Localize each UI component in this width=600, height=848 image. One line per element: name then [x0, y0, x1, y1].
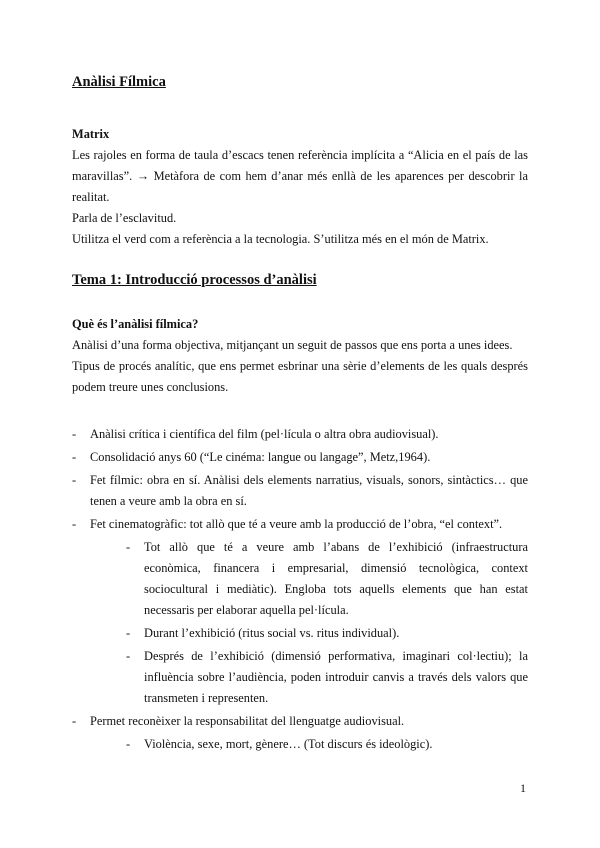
bullet-marker: -	[72, 473, 77, 487]
bullet-marker: -	[126, 649, 131, 663]
matrix-paragraph: Utilitza el verd com a referència a la tecnologia. S’utilitza més en el món de Matrix.	[72, 232, 489, 246]
list-item-text: Anàlisi crítica i científica del film (pel·lícula o altra obra audiovisual).	[90, 427, 439, 441]
list-item-text: Consolidació anys 60 (“Le cinéma: langue ou langage”, Metz,1964).	[90, 450, 431, 464]
list-item	[72, 711, 528, 755]
bullet-marker: -	[72, 450, 77, 464]
page-content	[72, 72, 528, 757]
list-item-text: Permet reconèixer la responsabilitat del llenguatge audiovisual.	[90, 714, 405, 728]
matrix-heading: Matrix	[72, 127, 110, 141]
bullet-marker: -	[126, 626, 131, 640]
nested-list-item-text: Tot allò que té a veure amb l’abans de l’exhibició (infraestructura econòmica, financera i empresarial, dimensió tecnològica, context sociocultural i mediàtic). Engloba tots aquells elements que han estat necessaris per elaborar aquella pel·lícula.	[144, 540, 528, 617]
tema1-paragraph: Tipus de procés analític, que ens permet esbrinar una sèrie d’elements de les quals després podem treure unes conclusions.	[72, 359, 528, 394]
matrix-paragraph: Les rajoles en forma de taula d’escacs tenen referència implícita a “Alicia en el país de las maravillas”. → Metàfora de com hem d’anar més enllà de les aparences per descobrir la realitat.	[72, 148, 528, 204]
nested-list-item-text: Durant l’exhibició (ritus social vs. ritus individual).	[144, 626, 400, 640]
list-item	[72, 447, 528, 468]
spacer	[72, 398, 528, 424]
tema1-paragraph: Anàlisi d’una forma objectiva, mitjançant un seguit de passos que ens porta a unes idees.	[72, 338, 513, 352]
nested-list-item	[126, 623, 528, 644]
nested-list-item-text: Violència, sexe, mort, gènere… (Tot discurs és ideològic).	[144, 737, 433, 751]
nested-list-item	[126, 734, 528, 755]
page-number: 1	[520, 781, 526, 795]
matrix-paragraph: Parla de l’esclavitud.	[72, 211, 177, 225]
nested-bullet-list	[90, 734, 528, 755]
list-item	[72, 424, 528, 445]
nested-list-item-text: Després de l’exhibició (dimensió performativa, imaginari col·lectiu); la influència sobre l’audiència, poden introduir canvis a través dels valors que transmeten i representen.	[144, 649, 528, 705]
bullet-marker: -	[72, 714, 77, 728]
nested-list-item	[126, 537, 528, 621]
nested-bullet-list	[90, 537, 528, 709]
list-item-text: Fet cinematogràfic: tot allò que té a veure amb la producció de l’obra, “el context”.	[90, 517, 503, 531]
list-item-text: Fet fílmic: obra en sí. Anàlisi dels elements narratius, visuals, sonors, sintàctics… que tenen a veure amb la obra en sí.	[90, 473, 528, 508]
bullet-marker: -	[126, 540, 131, 554]
bullet-list	[72, 424, 528, 755]
list-item	[72, 470, 528, 512]
bullet-marker: -	[72, 427, 77, 441]
document-title: Anàlisi Fílmica	[72, 74, 166, 90]
section-heading-tema-1: Tema 1: Introducció processos d’anàlisi	[72, 272, 317, 288]
bullet-marker: -	[72, 517, 77, 531]
nested-list-item	[126, 646, 528, 709]
list-item	[72, 514, 528, 709]
question-heading: Què és l’anàlisi fílmica?	[72, 317, 199, 331]
bullet-marker: -	[126, 737, 131, 751]
